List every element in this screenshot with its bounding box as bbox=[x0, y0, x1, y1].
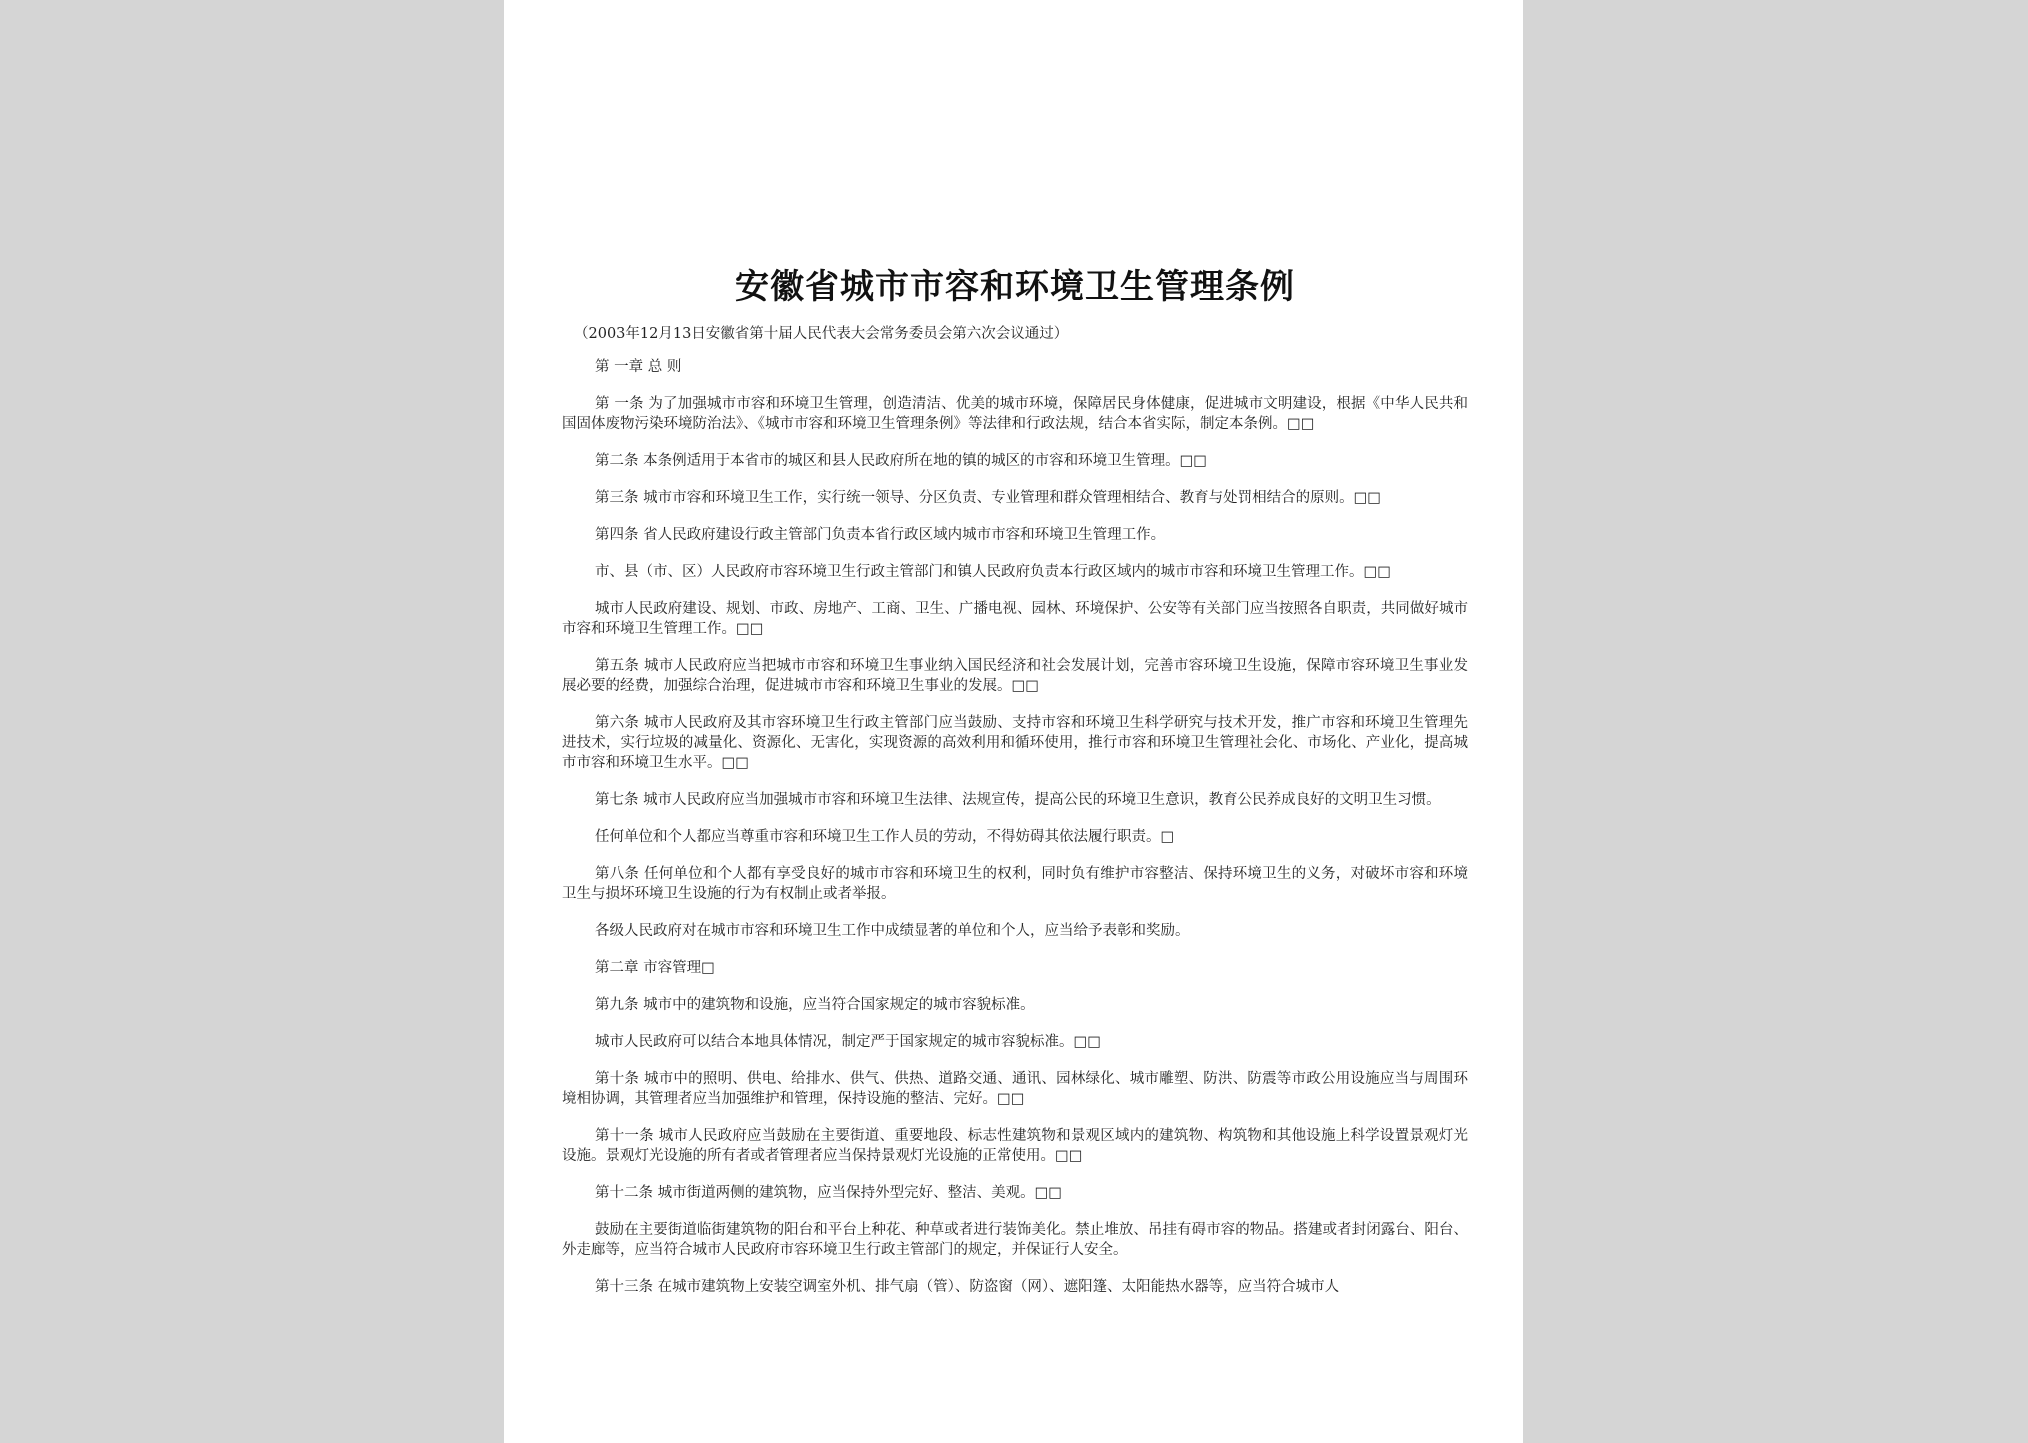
paragraph: 第十条 城市中的照明、供电、给排水、供气、供热、道路交通、通讯、园林绿化、城市雕塑、防洪、防震等市政公用设施应当与周围环境相协调，其管理者应当加强维护和管理，保持设施的整洁、完好。□□ bbox=[562, 1071, 1468, 1107]
paragraph: 第十三条 在城市建筑物上安装空调室外机、排气扇（管）、防盗窗（网）、遮阳篷、太阳能热水器等，应当符合城市人 bbox=[595, 1279, 1340, 1295]
paragraph: 鼓励在主要街道临街建筑物的阳台和平台上种花、种草或者进行装饰美化。禁止堆放、吊挂有碍市容的物品。搭建或者封闭露台、阳台、外走廊等，应当符合城市人民政府市容环境卫生行政主管部门的规定，并保证行人安全。 bbox=[562, 1222, 1468, 1258]
paragraph: 第 一条 为了加强城市市容和环境卫生管理，创造清洁、优美的城市环境，保障居民身体健康，促进城市文明建设，根据《中华人民共和国固体废物污染环境防治法》、《城市市容和环境卫生管理条例》等法律和行政法规，结合本省实际，制定本条例。□□ bbox=[562, 396, 1468, 432]
document-subtitle: （2003年12月13日安徽省第十届人民代表大会常务委员会第六次会议通过） bbox=[574, 326, 1069, 342]
paragraph: 第九条 城市中的建筑物和设施，应当符合国家规定的城市容貌标准。 bbox=[595, 997, 1035, 1013]
paragraph: 城市人民政府建设、规划、市政、房地产、工商、卫生、广播电视、园林、环境保护、公安等有关部门应当按照各自职责，共同做好城市市容和环境卫生管理工作。□□ bbox=[562, 601, 1468, 637]
paragraph: 第四条 省人民政府建设行政主管部门负责本省行政区域内城市市容和环境卫生管理工作。 bbox=[595, 527, 1166, 543]
document-body bbox=[562, 266, 1468, 1314]
paragraph: 市、县（市、区）人民政府市容环境卫生行政主管部门和镇人民政府负责本行政区域内的城市市容和环境卫生管理工作。□□ bbox=[595, 564, 1391, 580]
document-title: 安徽省城市市容和环境卫生管理条例 bbox=[735, 267, 1295, 307]
paragraph: 第二条 本条例适用于本省市的城区和县人民政府所在地的镇的城区的市容和环境卫生管理。□□ bbox=[595, 453, 1208, 469]
paragraph: 任何单位和个人都应当尊重市容和环境卫生工作人员的劳动，不得妨碍其依法履行职责。□ bbox=[595, 829, 1175, 845]
paragraph: 第六条 城市人民政府及其市容环境卫生行政主管部门应当鼓励、支持市容和环境卫生科学研究与技术开发，推广市容和环境卫生管理先进技术，实行垃圾的减量化、资源化、无害化，实现资源的高效利用和循环使用，推行市容和环境卫生管理社会化、市场化、产业化，提高城市市容和环境卫生水平。□□ bbox=[562, 715, 1468, 771]
paragraph: 第十二条 城市街道两侧的建筑物，应当保持外型完好、整洁、美观。□□ bbox=[595, 1185, 1063, 1201]
paragraph: 第十一条 城市人民政府应当鼓励在主要街道、重要地段、标志性建筑物和景观区域内的建筑物、构筑物和其他设施上科学设置景观灯光设施。景观灯光设施的所有者或者管理者应当保持景观灯光设施的正常使用。□□ bbox=[562, 1128, 1468, 1164]
paragraph: 第七条 城市人民政府应当加强城市市容和环境卫生法律、法规宣传，提高公民的环境卫生意识，教育公民养成良好的文明卫生习惯。 bbox=[595, 792, 1441, 808]
document-page bbox=[504, 0, 1523, 1443]
paragraph: 各级人民政府对在城市市容和环境卫生工作中成绩显著的单位和个人，应当给予表彰和奖励。 bbox=[595, 923, 1190, 939]
paragraph: 第八条 任何单位和个人都有享受良好的城市市容和环境卫生的权利，同时负有维护市容整洁、保持环境卫生的义务，对破坏市容和环境卫生与损坏环境卫生设施的行为有权制止或者举报。 bbox=[562, 866, 1468, 902]
paragraph: 第五条 城市人民政府应当把城市市容和环境卫生事业纳入国民经济和社会发展计划，完善市容环境卫生设施，保障市容环境卫生事业发展必要的经费，加强综合治理，促进城市市容和环境卫生事业的发展。□□ bbox=[562, 658, 1468, 694]
paragraph: 城市人民政府可以结合本地具体情况，制定严于国家规定的城市容貌标准。□□ bbox=[595, 1034, 1101, 1050]
paragraph: 第三条 城市市容和环境卫生工作，实行统一领导、分区负责、专业管理和群众管理相结合、教育与处罚相结合的原则。□□ bbox=[595, 490, 1382, 506]
paragraph: 第二章 市容管理□ bbox=[595, 960, 715, 976]
paragraph: 第 一章 总 则 bbox=[595, 359, 682, 375]
document-paragraphs bbox=[562, 357, 1468, 1297]
